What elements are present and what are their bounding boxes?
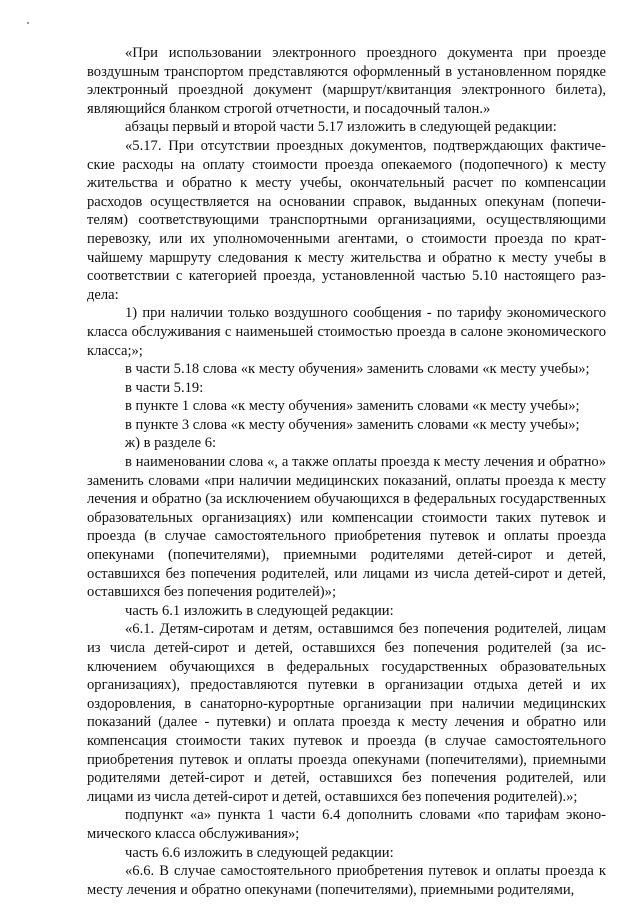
paragraph-5-18-amendment: в части 5.18 слова «к месту обучения» заменить словами «к месту учебы»; [125, 361, 590, 378]
paragraph-6-1-instruction: часть 6.1 изложить в следующей редакции: [125, 602, 394, 619]
paragraph-6-4-amendment: подпункт «а» пункта 1 части 6.4 дополнить словами «по тарифам экономического класса обслуживания»; [87, 807, 606, 842]
paragraph-6-6-text: «6.6. В случае самостоятельного приобретения путевок и оплаты проезда к месту лечения и обратно опекунами (попечителями), приемными родителями, [87, 863, 606, 898]
paragraph-5-17-item-1: 1) при наличии только воздушного сообщения - по тарифу экономического класса обслуживания с наименьшей стоимостью проезда в салоне экономического класса;»; [87, 305, 606, 359]
paragraph-section-6-heading: ж) в разделе 6: [125, 435, 217, 452]
paragraph-6-1-text: «6.1. Детям-сиротам и детям, оставшимся без попечения родителей, лицам из числа детей-сирот и детей, оставшихся без попечения родителей (за исключением обучающихся в федеральных государственных образовательных организациях), предоставляются путевки в организации отдыха детей и их оздоровления, в санаторно-курортные организации при наличии медицинских показаний (далее - путевки) и оплата проезда к месту лечения и обратно или компенсация стоимости таких путевок и проезда (в случае самостоятельного приобретения путевок и оплаты проезда опекунами (попечителями), приемными родителями детей-сирот и детей, оставшихся без попечения родителей, или лицами из числа детей-сирот и детей, оставшихся без попечения родителей).»; [87, 621, 606, 805]
paragraph-5-19-heading: в части 5.19: [125, 379, 204, 396]
scan-speck [27, 22, 29, 24]
paragraph-air-ticket-quote: «При использовании электронного проездного документа при проезде воздушным транспортом представляются оформленный в установленном порядке электронный проездной документ (маршрут/квитанция электронного билета), являющийся бланком строгой отчетности, и посадочный талон.» [87, 45, 606, 117]
paragraph-6-6-instruction: часть 6.6 изложить в следующей редакции: [125, 844, 394, 861]
paragraph-5-17-text: «5.17. При отсутствии проездных документов, подтверждающих фактические расходы на оплату стоимости проезда опекаемого (подопечного) к месту жительства и обратно к месту учебы, окончательный расчет по компенсации расходов осуществляется на основании справок, выданных опекунам (попечителям) соответствующими транспортными организациями, осуществляющими перевозку, или их уполномоченными агентами, о стоимости проезда по кратчайшему маршруту следования к месту жительства и обратно к месту учебы в соответствии с категорией проезда, установленной частью 5.10 настоящего раздела: [87, 137, 606, 303]
paragraph-5-17-instruction: абзацы первый и второй части 5.17 изложить в следующей редакции: [125, 119, 557, 136]
paragraph-5-19-item-1: в пункте 1 слова «к месту обучения» заменить словами «к месту учебы»; [125, 398, 580, 415]
paragraph-5-19-item-3: в пункте 3 слова «к месту обучения» заменить словами «к месту учебы»; [125, 416, 580, 433]
document-body [87, 44, 606, 899]
paragraph-section-6-title-amendment: в наименовании слова «, а также оплаты проезда к месту лечения и обратно» заменить словами «при наличии медицинских показаний, оплаты проезда к месту лечения и обратно (за исключением обучающихся в федеральных государственных образовательных организациях) или компенсации стоимости таких путевок и проезда (в случае самостоятельного приобретения путевок и оплаты проезда опекунами (попечителями), приемными родителями детей-сирот и детей, оставшихся без попечения родителей, или лицами из числа детей-сирот и детей, оставшихся без попечения родителей)»; [87, 454, 606, 601]
